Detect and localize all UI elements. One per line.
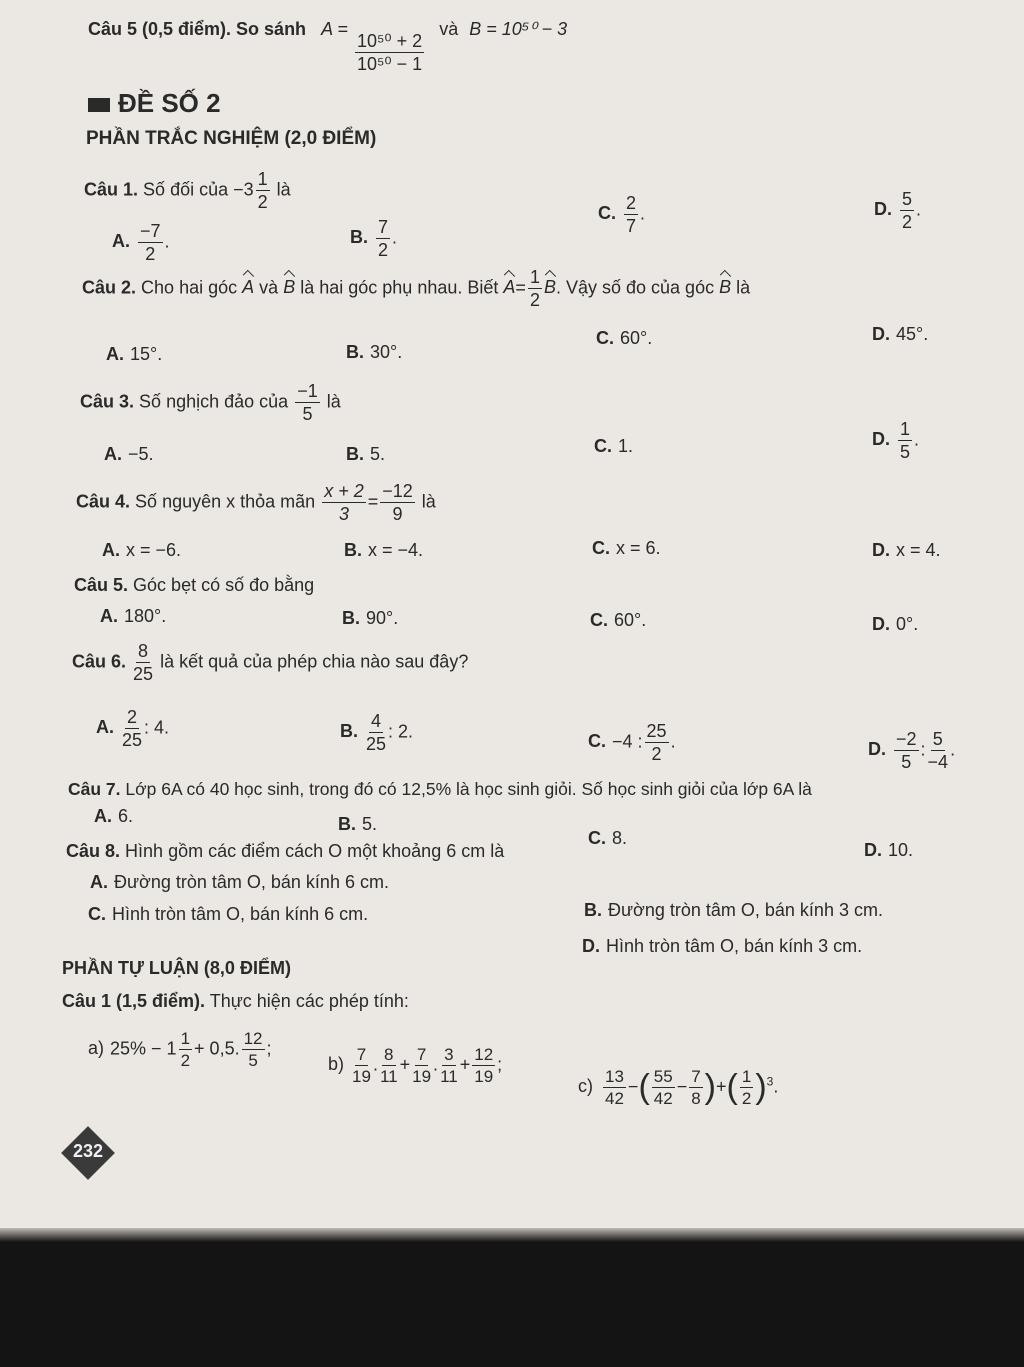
den: 7 bbox=[626, 216, 637, 236]
a-fraction bbox=[355, 32, 424, 73]
option-value: 90°. bbox=[366, 608, 399, 628]
option-letter: C. bbox=[596, 328, 614, 348]
option-letter: D. bbox=[874, 199, 892, 220]
q2-option-a[interactable] bbox=[106, 344, 162, 365]
option-value: 45°. bbox=[896, 324, 929, 344]
num: 8 bbox=[384, 1045, 394, 1064]
q3-label: Câu 3. bbox=[80, 391, 135, 412]
den: 5 bbox=[248, 1051, 258, 1070]
page-shadow bbox=[0, 1228, 1024, 1242]
q6-option-c[interactable]: C. −4 : $\frac{25}{2}$ . bbox=[588, 721, 676, 764]
den: 2 bbox=[378, 240, 389, 260]
question-8 bbox=[66, 840, 504, 862]
exam-title bbox=[88, 88, 221, 119]
option-value: 5. bbox=[362, 814, 378, 834]
den: 2 bbox=[529, 290, 540, 310]
den: 3 bbox=[338, 504, 349, 524]
option-letter: D. bbox=[582, 936, 600, 956]
num: 55 bbox=[653, 1067, 673, 1086]
angle-b: B bbox=[283, 277, 296, 298]
q1-option-d[interactable]: D. $\frac{5}{2}$ . bbox=[874, 189, 922, 232]
den: 42 bbox=[605, 1089, 624, 1108]
den: −4 bbox=[927, 752, 949, 772]
option-letter: A. bbox=[100, 606, 118, 626]
exam-title-text: ĐỀ SỐ 2 bbox=[118, 88, 221, 118]
q1-option-a[interactable]: A. $\frac{-7}{2}$ . bbox=[112, 221, 170, 264]
question-5 bbox=[74, 574, 314, 596]
option-value: Hình tròn tâm O, bán kính 6 cm. bbox=[112, 904, 369, 924]
option-value: x = −6. bbox=[126, 540, 182, 560]
expr: 25% − 1 bbox=[110, 1038, 177, 1059]
den: 5 bbox=[900, 442, 911, 462]
q7-label: Câu 7. bbox=[68, 779, 121, 799]
question-7 bbox=[68, 778, 812, 800]
b-expression: B = 10⁵⁰ − 3 bbox=[469, 19, 568, 39]
q7-text: Lớp 6A có 40 học sinh, trong đó có 12,5% là học sinh giỏi. Số học sinh giỏi của lớp 6A là bbox=[125, 779, 812, 799]
option-letter: B. bbox=[340, 721, 358, 742]
num: −1 bbox=[297, 381, 318, 401]
q3-option-c[interactable] bbox=[594, 436, 633, 457]
title-marker-icon bbox=[88, 98, 110, 112]
prefix: −4 : bbox=[612, 731, 643, 752]
q5-text: Góc bẹt có số đo bằng bbox=[133, 575, 315, 595]
option-letter: B. bbox=[342, 608, 360, 628]
option-value: 5. bbox=[370, 444, 386, 464]
den: 19 bbox=[412, 1067, 432, 1086]
option-value: x = 6. bbox=[616, 538, 661, 558]
option-letter: C. bbox=[588, 828, 606, 848]
option-value: 60°. bbox=[614, 610, 647, 630]
den: 9 bbox=[392, 504, 403, 524]
den: 25 bbox=[366, 734, 387, 754]
q1-label: Câu 1. bbox=[84, 179, 139, 200]
option-letter: D. bbox=[872, 614, 890, 634]
q2-text-3: Vậy số đo của góc bbox=[565, 277, 715, 298]
num: 1 bbox=[180, 1029, 191, 1048]
option-letter: B. bbox=[344, 540, 362, 560]
q5-option-b[interactable] bbox=[342, 608, 398, 629]
den: 42 bbox=[653, 1089, 673, 1108]
exponent: 3 bbox=[766, 1074, 774, 1089]
option-letter: D. bbox=[872, 324, 890, 344]
option-letter: C. bbox=[598, 203, 616, 224]
page-number: 232 bbox=[72, 1141, 104, 1161]
den: 2 bbox=[741, 1089, 752, 1108]
num: −12 bbox=[382, 481, 413, 501]
num: 4 bbox=[371, 711, 382, 731]
option-letter: A. bbox=[102, 540, 120, 560]
e1-text: Thực hiện các phép tính: bbox=[209, 991, 409, 1011]
q1-text: Số đối của −3 bbox=[143, 179, 254, 200]
q3-end: là bbox=[326, 391, 341, 412]
q4-text: Số nguyên x thỏa mãn bbox=[135, 491, 316, 512]
q3-option-b[interactable] bbox=[346, 444, 385, 465]
q2-text-2: là hai góc phụ nhau. Biết bbox=[300, 277, 499, 298]
angle-a: A bbox=[242, 277, 255, 298]
equals: = bbox=[515, 277, 526, 298]
option-letter: B. bbox=[346, 444, 364, 464]
option-letter: A. bbox=[104, 444, 122, 464]
option-letter: D. bbox=[864, 840, 882, 860]
prev-question-line bbox=[88, 18, 567, 73]
num: 12 bbox=[243, 1029, 263, 1048]
num: 1 bbox=[529, 267, 540, 287]
q5-option-c[interactable] bbox=[590, 610, 646, 631]
q1-end: là bbox=[276, 179, 291, 200]
option-letter: A. bbox=[96, 717, 114, 738]
den: 2 bbox=[651, 744, 662, 764]
den: 2 bbox=[145, 244, 156, 264]
essay-question-1 bbox=[62, 990, 409, 1012]
num: 7 bbox=[691, 1067, 701, 1086]
q3-option-d[interactable]: D. $\frac{1}{5}$ . bbox=[872, 419, 920, 462]
den: 5 bbox=[302, 404, 313, 424]
option-value: 15°. bbox=[130, 344, 163, 364]
option-value: −5. bbox=[128, 444, 154, 464]
q8-option-c[interactable] bbox=[88, 904, 368, 925]
page-number-badge bbox=[62, 1127, 114, 1179]
num: −2 bbox=[896, 729, 917, 749]
expr: + 0,5. bbox=[194, 1038, 240, 1059]
option-letter: A. bbox=[90, 872, 108, 892]
option-letter: C. bbox=[588, 731, 606, 752]
q3-option-a[interactable] bbox=[104, 444, 154, 465]
q6-option-d[interactable]: D. $\frac{-2}{5}$ : $\frac{5}{-4}$ . bbox=[868, 729, 956, 772]
option-value: Đường tròn tâm O, bán kính 6 cm. bbox=[114, 872, 389, 892]
essay-part-a bbox=[88, 1030, 272, 1069]
q8-option-d[interactable] bbox=[582, 936, 862, 957]
den: 11 bbox=[379, 1067, 398, 1086]
option-letter: C. bbox=[594, 436, 612, 456]
num: 25 bbox=[646, 721, 667, 741]
essay-part-b: b) $\frac{7}{19}$ . $\frac{8}{11}$ + $\frac{7}{19}$ . $\frac{3}{11}$ + $\frac{12}{19}$ ; bbox=[328, 1045, 503, 1086]
num: 8 bbox=[138, 641, 149, 661]
q6-label: Câu 6. bbox=[72, 651, 127, 672]
q3-text: Số nghịch đảo của bbox=[139, 391, 289, 412]
q1-option-b[interactable]: B. $\frac{7}{2}$ . bbox=[350, 217, 398, 260]
q4-option-d[interactable] bbox=[872, 540, 941, 561]
q2-end: là bbox=[736, 277, 751, 298]
question-3 bbox=[80, 382, 341, 423]
section-multiple-choice: PHẦN TRẮC NGHIỆM (2,0 ĐIỂM) bbox=[86, 128, 377, 149]
a-denominator: 10⁵⁰ − 1 bbox=[356, 54, 423, 74]
num: 5 bbox=[902, 189, 913, 209]
num: 2 bbox=[127, 707, 138, 727]
q7-option-c[interactable] bbox=[588, 828, 627, 849]
q8-option-b[interactable] bbox=[584, 900, 883, 921]
option-value: x = −4. bbox=[368, 540, 424, 560]
q6-text: là kết quả của phép chia nào sau đây? bbox=[160, 651, 469, 672]
den: 25 bbox=[122, 730, 143, 750]
a-var: A = bbox=[321, 19, 348, 39]
option-value: 30°. bbox=[370, 342, 403, 362]
option-letter: C. bbox=[590, 610, 608, 630]
question-6 bbox=[72, 642, 468, 683]
option-letter: B. bbox=[584, 900, 602, 920]
prev-question-label: Câu 5 (0,5 điểm). So sánh bbox=[88, 19, 307, 39]
option-value: 1. bbox=[618, 436, 634, 456]
den: 19 bbox=[474, 1067, 494, 1086]
q2-option-b[interactable] bbox=[346, 342, 402, 363]
option-value: 6. bbox=[118, 806, 134, 826]
option-value: Hình tròn tâm O, bán kính 3 cm. bbox=[606, 936, 863, 956]
num: 5 bbox=[932, 729, 943, 749]
option-value: 10. bbox=[888, 840, 914, 860]
den: 5 bbox=[901, 752, 912, 772]
q8-label: Câu 8. bbox=[66, 841, 121, 861]
option-value: 180°. bbox=[124, 606, 167, 626]
q7-option-b[interactable] bbox=[338, 814, 377, 835]
q1-fraction bbox=[256, 170, 270, 211]
q6-option-b[interactable] bbox=[340, 712, 413, 753]
part-letter: b) bbox=[328, 1054, 345, 1075]
e1-label: Câu 1 (1,5 điểm). bbox=[62, 991, 206, 1011]
option-letter: B. bbox=[346, 342, 364, 362]
den: 8 bbox=[691, 1089, 701, 1108]
num: 7 bbox=[378, 217, 389, 237]
option-value: 0°. bbox=[896, 614, 919, 634]
option-letter: B. bbox=[338, 814, 356, 834]
question-2: Câu 2. Cho hai góc A và B là hai góc phụ nhau. Biết A= $\frac{1}{2}$ B. Vậy số đo của góc B là bbox=[82, 267, 751, 310]
num: 3 bbox=[444, 1045, 454, 1064]
q2-label: Câu 2. bbox=[82, 277, 137, 298]
option-letter: D. bbox=[872, 429, 890, 450]
q2-option-c[interactable] bbox=[596, 328, 652, 349]
q5-label: Câu 5. bbox=[74, 575, 129, 595]
option-letter: D. bbox=[872, 540, 890, 560]
option-value: 60°. bbox=[620, 328, 653, 348]
option-letter: A. bbox=[94, 806, 112, 826]
num: 1 bbox=[900, 419, 911, 439]
num: 1 bbox=[741, 1067, 752, 1086]
and-word: và bbox=[439, 19, 459, 39]
q2-and: và bbox=[259, 277, 279, 298]
option-letter: D. bbox=[868, 739, 886, 760]
a-numerator: 10⁵⁰ + 2 bbox=[356, 31, 423, 51]
q8-text: Hình gồm các điểm cách O một khoảng 6 cm là bbox=[125, 841, 505, 861]
expr: ; bbox=[497, 1054, 503, 1075]
option-letter: C. bbox=[592, 538, 610, 558]
q4-option-b[interactable] bbox=[344, 540, 423, 561]
q8-option-a[interactable] bbox=[90, 872, 389, 893]
part-letter: a) bbox=[88, 1038, 105, 1059]
part-letter: c) bbox=[578, 1076, 593, 1097]
angle-a-2: A bbox=[503, 277, 516, 298]
num: x + 2 bbox=[324, 481, 364, 501]
q1-den: 2 bbox=[257, 192, 268, 212]
tail: : 2. bbox=[388, 721, 414, 742]
q1-option-c[interactable]: C. $\frac{2}{7}$ . bbox=[598, 193, 646, 236]
section-essay: PHẦN TỰ LUẬN (8,0 ĐIỂM) bbox=[62, 958, 291, 978]
num: −7 bbox=[140, 221, 161, 241]
q6-option-a[interactable] bbox=[96, 708, 169, 749]
den: 2 bbox=[902, 212, 913, 232]
q2-option-d[interactable] bbox=[872, 324, 928, 345]
den: 19 bbox=[352, 1067, 371, 1086]
num: 7 bbox=[416, 1045, 427, 1064]
option-letter: B. bbox=[350, 227, 368, 248]
option-value: Đường tròn tâm O, bán kính 3 cm. bbox=[608, 900, 883, 920]
option-value: x = 4. bbox=[896, 540, 941, 560]
option-letter: A. bbox=[112, 231, 130, 252]
q7-option-d[interactable] bbox=[864, 840, 913, 861]
q4-option-c[interactable] bbox=[592, 538, 661, 559]
q5-option-a[interactable] bbox=[100, 606, 166, 627]
den: 25 bbox=[133, 664, 154, 684]
q4-label: Câu 4. bbox=[76, 491, 131, 512]
angle-b-2: B bbox=[543, 277, 556, 298]
num: 12 bbox=[474, 1045, 494, 1064]
option-value: 8. bbox=[612, 828, 628, 848]
q7-option-a[interactable] bbox=[94, 806, 133, 827]
angle-b-3: B bbox=[719, 277, 732, 298]
q2-text-1: Cho hai góc bbox=[141, 277, 238, 298]
option-letter: A. bbox=[106, 344, 124, 364]
expr: ; bbox=[266, 1038, 272, 1059]
q1-num: 1 bbox=[257, 169, 268, 189]
num: 2 bbox=[626, 193, 637, 213]
essay-part-c: c) $\frac{13}{42}$ −( $\frac{55}{42}$ − $\frac{7}{8}$ )+( $\frac{1}{2}$ )$^3$. bbox=[578, 1067, 779, 1108]
den: 2 bbox=[180, 1051, 191, 1070]
num: 13 bbox=[605, 1067, 624, 1086]
option-letter: C. bbox=[88, 904, 106, 924]
q5-option-d[interactable] bbox=[872, 614, 918, 635]
q4-option-a[interactable] bbox=[102, 540, 181, 561]
question-1 bbox=[84, 170, 291, 211]
question-4: Câu 4. Số nguyên x thỏa mãn $\frac{x + 2}{3}$ = $\frac{-12}{9}$ là bbox=[76, 481, 436, 524]
tail: : 4. bbox=[144, 717, 170, 738]
den: 11 bbox=[440, 1067, 458, 1086]
q4-end: là bbox=[421, 491, 436, 512]
num: 7 bbox=[356, 1045, 367, 1064]
